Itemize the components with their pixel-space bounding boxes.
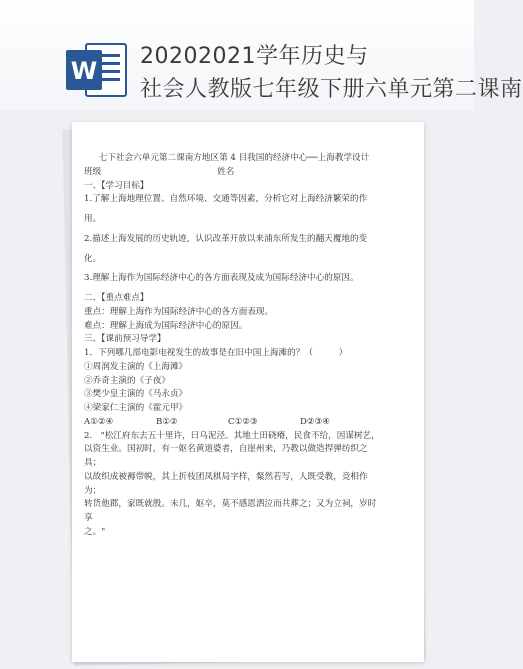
list-item: ①周润发主演的《上海滩》: [84, 361, 188, 372]
question-line: 之。": [84, 526, 106, 537]
section-title: 三、【课前预习导学】: [84, 334, 166, 345]
list-item: ④梁家仁主演的《霍元甲》: [84, 403, 188, 413]
title-line-2: 社会人教版七年级下册六单元第二课南: [140, 77, 523, 102]
list-item: 用。: [84, 214, 102, 224]
section-title: 一、【学习目标】: [84, 180, 149, 191]
section-title: 二、【重点难点】: [84, 293, 149, 303]
answer-options: [84, 416, 384, 430]
class-name-row: [84, 166, 384, 180]
list-item: 3.理解上海作为国际经济中心的各方面表现及成为国际经济中心的原因。: [84, 273, 359, 284]
class-label: 班级: [84, 166, 102, 177]
list-item: 1．下列哪几部电影电视发生的故事是在旧中国上海滩的？（ ）: [84, 348, 348, 358]
word-icon: [66, 40, 128, 100]
list-item: 化。: [84, 253, 102, 264]
option-b: B①②: [156, 416, 178, 427]
option-c: C①②③: [228, 416, 258, 427]
list-item: 难点：理解上海成为国际经济中心的原因。: [84, 320, 248, 331]
doc-heading: 七下社会六单元第二课南方地区第 4 目我国的经济中心──上海教学设计: [98, 153, 370, 163]
question-line: 转货他郡，家既就殷。未几，妪卒，莫不感恩洒泣而共葬之；又为立祠，岁时享: [84, 499, 377, 523]
list-item: ③樊少皇主演的《马永贞》: [84, 389, 188, 400]
question-line: 以资生业。国初时，有一妪名黄道婆者，自崖州来，乃教以做造捍弹纺织之具；: [84, 444, 368, 468]
svg-text:W: W: [70, 57, 98, 85]
question-line: 2. "松江府东去五十里许，曰乌泥泾。其地土田硗瘠，民食不给，因谋树艺，: [84, 430, 380, 441]
option-d: D②③④: [300, 416, 331, 427]
question-line: 以故织成被褥带帨，其上折枝团凤棋局字样，粲然若写，人既受教，竞相作为；: [84, 471, 368, 496]
list-item: 1.了解上海地理位置、自然环境、交通等因素，分析它对上海经济繁荣的作: [84, 194, 368, 205]
document-content: [84, 152, 384, 540]
name-label: 姓名: [217, 166, 235, 177]
title-line-1: 20202021学年历史与: [140, 44, 369, 69]
option-a: A①②④: [84, 416, 114, 427]
list-item: 重点：理解上海作为国际经济中心的各方面表现。: [84, 306, 274, 317]
list-item: 2.描述上海发展的历史轨迹，认识改革开放以来浦东所发生的翻天覆地的变: [84, 233, 368, 244]
list-item: ②乔奇主演的《子夜》: [84, 375, 170, 386]
